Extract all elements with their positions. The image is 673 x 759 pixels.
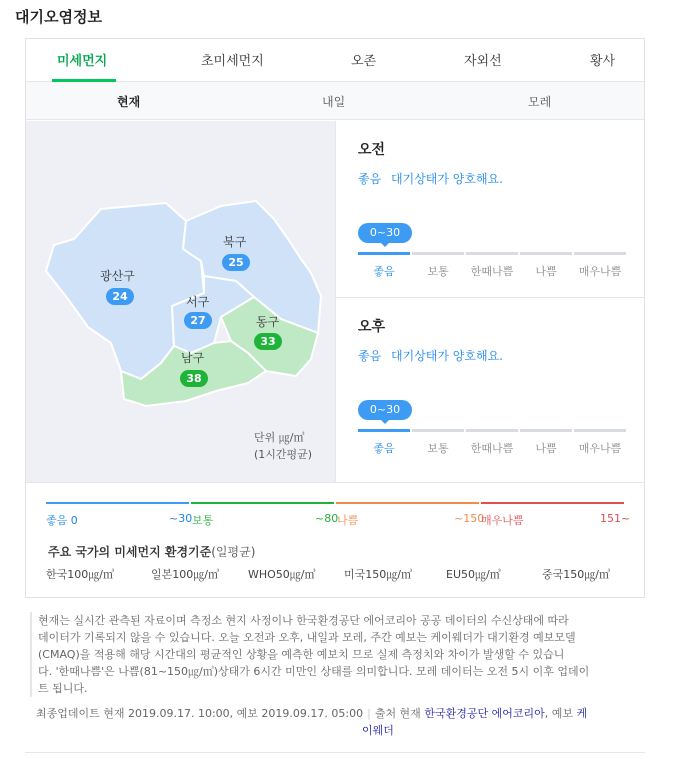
forecast-panel: [335, 121, 644, 482]
unit-label: 단위 ㎍/㎥ (1시간평균): [254, 431, 313, 461]
data-notice: 현재는 실시간 관측된 자료이며 측정소 현지 사정이나 한국환경공단 에어코리아 공공 데이터의 수신상태에 따라 데이터가 기록되지 않을 수 있습니다. 오늘 오전과 오후, 내일과 모레, 주간 예보는 케이웨더가 대기환경 예보모델 (CMAQ)을 적용해 해당 시간대의 평균적인 상황을 예측한 예보치 므로 실제 측정치와 차이가 발생할 수 있습니 다. '한때나쁨'은 나쁨(81~150㎍/㎥)상태가 6시간 미만인 상태를 의미합니다. 모레 데이터는 오전 5시 이후 업데이 트 됩니다.: [30, 612, 630, 697]
forecast-am-range: 0~30: [358, 223, 412, 243]
tab-ozone[interactable]: 오존: [351, 54, 377, 69]
region-value-dong: 33: [254, 333, 282, 350]
forecast-pm-grade: 좋음: [358, 349, 382, 363]
scale-temp-bad: 한때나쁨: [470, 442, 514, 455]
tab-uv[interactable]: 자외선: [464, 54, 502, 69]
legend-normal-end: ~80: [315, 512, 339, 525]
legend-bar-good: [46, 502, 189, 504]
forecast-am-title: 오전: [358, 142, 386, 158]
forecast-pm-range: 0~30: [358, 400, 412, 420]
legend-bad-end: ~150: [454, 512, 485, 525]
legend-bar-bad: [336, 502, 479, 504]
tab-pm10[interactable]: 미세먼지: [57, 54, 108, 69]
scale-good: 좋음: [373, 442, 395, 455]
region-name-buk: 북구: [223, 235, 247, 249]
region-name-seo: 서구: [186, 295, 210, 309]
update-meta: [36, 705, 626, 739]
forecast-am-desc: 대기상태가 양호해요.: [391, 172, 503, 186]
tab-tomorrow[interactable]: 내일: [322, 95, 346, 109]
standard-eu: EU50㎍/㎥: [446, 568, 501, 581]
source-link-kweather[interactable]: 케: [576, 707, 588, 720]
scale-very-bad: 매우나쁨: [578, 265, 622, 278]
grade-legend: [26, 482, 644, 598]
update-time: 최종업데이트 현재 2019.09.17. 10:00, 예보 2019.09.17. 05:00: [36, 707, 364, 720]
tab-pm25[interactable]: 초미세먼지: [201, 54, 264, 69]
forecast-am-scale: [358, 252, 626, 255]
region-value-gwangsan: 24: [106, 288, 134, 305]
scale-bad: 나쁨: [535, 442, 557, 455]
region-name-gwangsan: 광산구: [100, 269, 135, 283]
standard-usa: 미국150㎍/㎥: [344, 568, 412, 581]
scale-normal: 보통: [427, 265, 449, 278]
legend-good-label: 좋음 0: [46, 514, 78, 527]
scale-good: 좋음: [373, 265, 395, 278]
tab-now[interactable]: 현재: [117, 95, 141, 109]
air-quality-card: [25, 38, 645, 598]
forecast-pm-scale: [358, 429, 626, 432]
legend-very-bad-label: 매우나쁨: [481, 514, 524, 527]
forecast-pm-desc: 대기상태가 양호해요.: [391, 349, 503, 363]
legend-bar-normal: [191, 502, 334, 504]
forecast-am-grade: 좋음: [358, 172, 382, 186]
tab-yellow-dust[interactable]: 황사: [590, 54, 616, 69]
scale-bad: 나쁨: [535, 265, 557, 278]
tab-day-after[interactable]: 모레: [528, 95, 552, 109]
source-label: 출처 현재: [374, 707, 421, 720]
source-link-kweather-cont[interactable]: 이웨더: [362, 724, 394, 737]
standard-japan: 일본100㎍/㎥: [151, 568, 219, 581]
forecast-am: [358, 139, 626, 278]
scale-normal: 보통: [427, 442, 449, 455]
page-title: 대기오염정보: [15, 8, 102, 26]
forecast-divider: [336, 297, 645, 298]
standard-who: WHO50㎍/㎥: [248, 568, 316, 581]
scale-temp-bad: 한때나쁨: [470, 265, 514, 278]
forecast-pm-title: 오후: [358, 319, 386, 335]
region-name-nam: 남구: [181, 351, 205, 365]
meta-separator: |: [367, 707, 371, 720]
standards-title: 주요 국가의 미세먼지 환경기준(일평균): [48, 545, 256, 559]
pollutant-tabs: [26, 39, 644, 82]
region-value-seo: 27: [184, 312, 212, 329]
legend-good-end: ~30: [169, 512, 193, 525]
forecast-source-label: , 예보: [544, 707, 573, 720]
legend-very-bad-end: 151~: [600, 512, 631, 525]
time-tabs: [26, 82, 644, 120]
standard-korea: 한국100㎍/㎥: [46, 568, 114, 581]
region-map: [26, 121, 335, 482]
legend-bad-label: 나쁨: [337, 514, 359, 527]
standard-china: 중국150㎍/㎥: [542, 568, 610, 581]
forecast-pm: [358, 316, 626, 455]
source-link-airkorea[interactable]: 한국환경공단 에어코리아: [424, 707, 545, 720]
legend-bar-very-bad: [481, 502, 624, 504]
region-name-dong: 동구: [256, 315, 280, 329]
legend-normal-label: 보통: [192, 514, 214, 527]
region-value-nam: 38: [180, 370, 208, 387]
region-value-buk: 25: [222, 254, 250, 271]
scale-very-bad: 매우나쁨: [578, 442, 622, 455]
bottom-divider: [25, 752, 645, 753]
